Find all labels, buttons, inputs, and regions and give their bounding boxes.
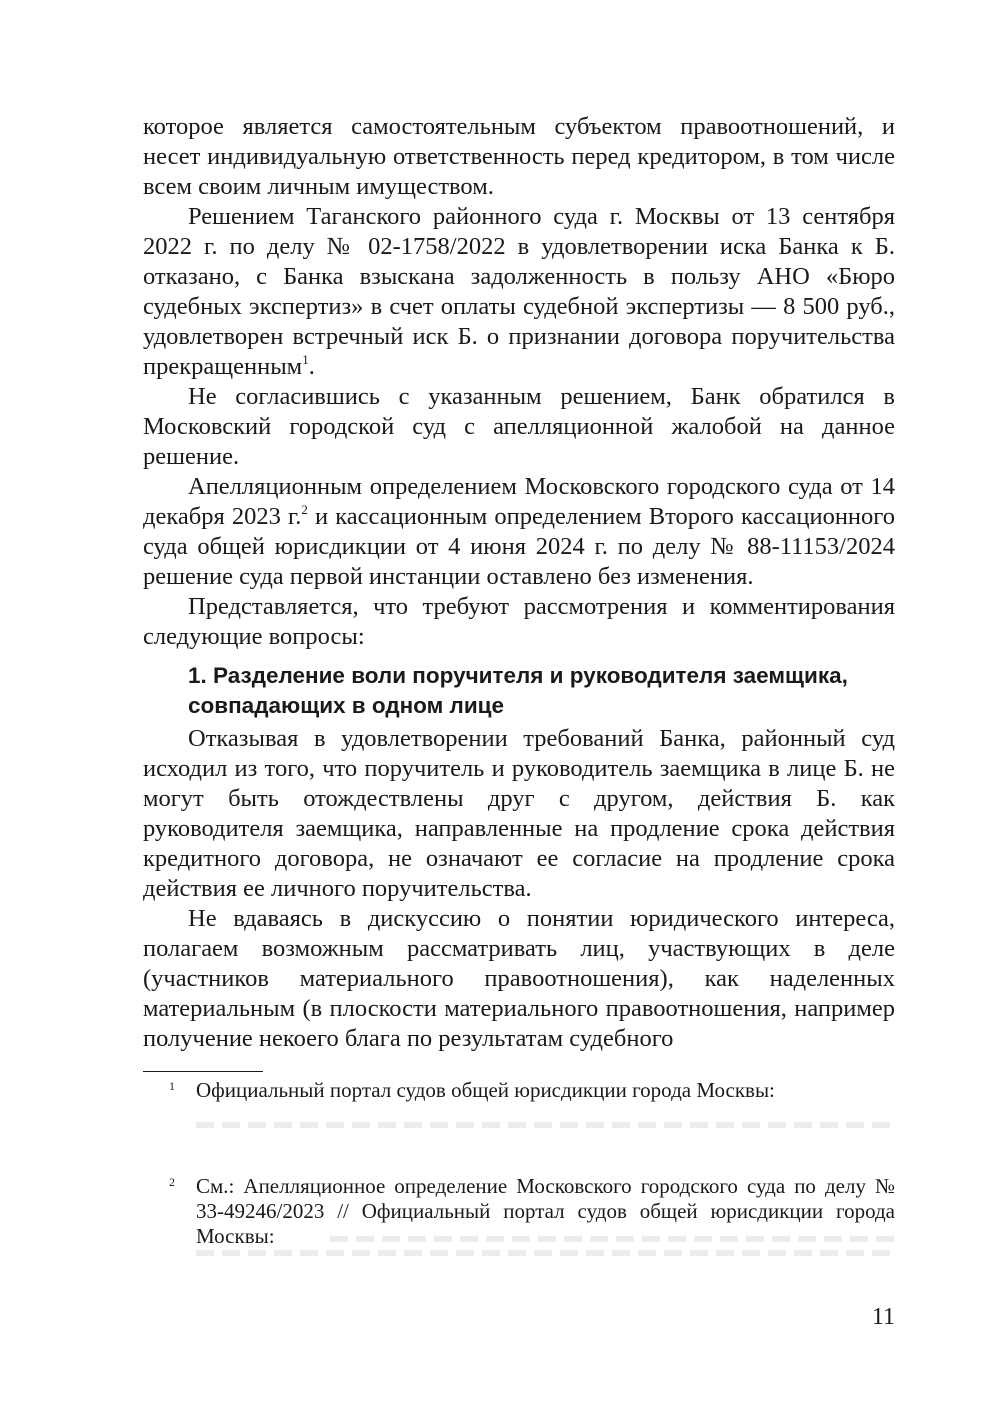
paragraph-text: Апелляционным определением Московского городского суда от 14 декабря 2023 г. [143, 473, 895, 530]
page-number: 11 [871, 1304, 895, 1330]
section-heading: 1. Разделение воли поручителя и руководителя заемщика, совпадающих в одном лице [188, 663, 848, 718]
paragraph-text: и кассационным определением Второго кассационного суда общей юрисдикции от 4 июня 2024 г. по делу № 88-11153/2024 решение суда первой инстанции оставлено без изменения. [143, 503, 895, 590]
paragraph-court-decision [143, 202, 895, 382]
footnote-ref[interactable]: 2 [301, 502, 308, 517]
paragraph-district-court: Отказывая в удовлетворении требований Банка, районный суд исходил из того, что поручитель и руководитель заемщика в лице Б. не могут быть отождествлены друг с другом, действия Б. как руководителя заемщика, направленные на продление срока действия кредитного договора, не означают ее согласие на продление срока действия ее личного поручительства. [143, 725, 895, 902]
footnote-1 [143, 1078, 895, 1103]
paragraph-end: . [308, 353, 315, 380]
footnote-text: См.: Апелляционное определение Московского городского суда по делу № 33-49246/2023 // Официальный портал судов общей юрисдикции города Москвы: [196, 1174, 895, 1248]
paragraph-appeal-ruling [143, 472, 895, 592]
footnote-divider [143, 1071, 263, 1072]
faded-scan-line [330, 1236, 896, 1242]
footnote-ref[interactable]: 1 [302, 352, 309, 367]
paragraph-text: Решением Таганского районного суда г. Москвы от 13 сентября 2022 г. по делу № 02-1758/2022 в удовлетворении иска Банка к Б. отказано, с Банка взыскана задолженность в пользу АНО «Бюро судебных экспертиз» в счет оплаты судебной экспертизы — 8 500 руб., удовлетворен встречный иск Б. о признании договора поручительства прекращенным [143, 203, 895, 380]
footnote-text: Официальный портал судов общей юрисдикции города Москвы: [196, 1078, 775, 1102]
faded-scan-line [196, 1122, 896, 1128]
footnote-mark: 2 [169, 1175, 175, 1189]
footnote-mark: 1 [169, 1079, 175, 1093]
paragraph-appeal: Не согласившись с указанным решением, Банк обратился в Московский городской суд с апелляционной жалобой на данное решение. [143, 383, 895, 470]
body-text [143, 112, 895, 1054]
faded-scan-line [196, 1250, 896, 1256]
paragraph-legal-interest: Не вдаваясь в дискуссию о понятии юридического интереса, полагаем возможным рассматривать лиц, участвующих в деле (участников материального правоотношения), как наделенных материальным (в плоскости материального правоотношения, например получение некоего блага по результатам судебного [143, 905, 895, 1052]
paragraph-questions: Представляется, что требуют рассмотрения и комментирования следующие вопросы: [143, 593, 895, 650]
paragraph-continuation: которое является самостоятельным субъектом правоотношений, и несет индивидуальную ответственность перед кредитором, в том числе всем своим личным имуществом. [143, 113, 895, 200]
